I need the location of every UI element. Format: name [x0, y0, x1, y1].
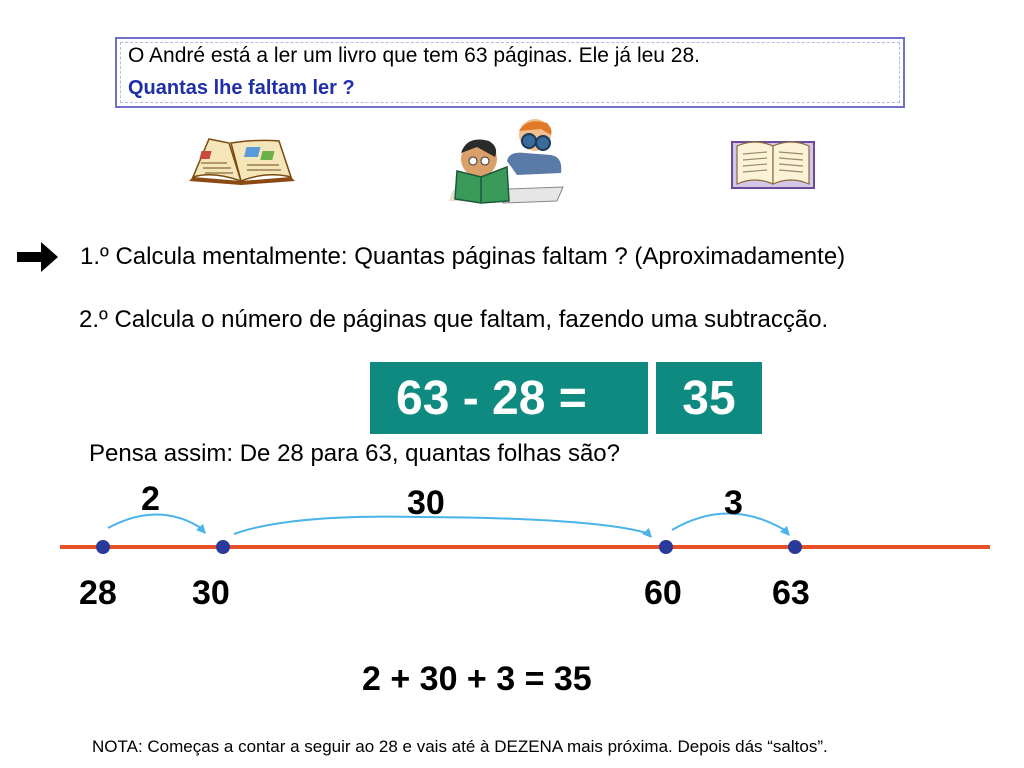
point-label-28: 28 [79, 574, 117, 612]
point-dot-28 [96, 540, 110, 554]
arrow-right-icon [15, 240, 59, 274]
jump-label-3: 3 [724, 484, 743, 522]
equation-result: 35 [682, 371, 736, 425]
jump-label-2: 2 [141, 480, 160, 518]
point-dot-30 [216, 540, 230, 554]
boy-reading-icon [447, 117, 565, 205]
equation-expression: 63 - 28 = [396, 371, 587, 425]
hint-text: Pensa assim: De 28 para 63, quantas folhas são? [89, 440, 620, 467]
sum-equation: 2 + 30 + 3 = 35 [362, 660, 592, 698]
point-dot-60 [659, 540, 673, 554]
jump-arrowhead-30 [642, 528, 652, 538]
equation-box [370, 362, 648, 434]
book-icon [729, 130, 817, 192]
point-label-63: 63 [772, 574, 810, 612]
step-1: 1.º Calcula mentalmente: Quantas páginas faltam ? (Aproximadamente) [80, 243, 846, 270]
problem-statement: O André está a ler um livro que tem 63 páginas. Ele já leu 28. [128, 44, 700, 67]
point-label-30: 30 [192, 574, 230, 612]
note-text: NOTA: Começas a contar a seguir ao 28 e vais até à DEZENA mais próxima. Depois dás “saltos”. [92, 737, 828, 756]
point-label-60: 60 [644, 574, 682, 612]
point-dot-63 [788, 540, 802, 554]
result-box [656, 362, 762, 434]
problem-question: Quantas lhe faltam ler ? [128, 77, 355, 99]
jump-label-30: 30 [407, 484, 445, 522]
open-book-icon [183, 137, 301, 189]
step-2: 2.º Calcula o número de páginas que faltam, fazendo uma subtracção. [79, 306, 829, 333]
